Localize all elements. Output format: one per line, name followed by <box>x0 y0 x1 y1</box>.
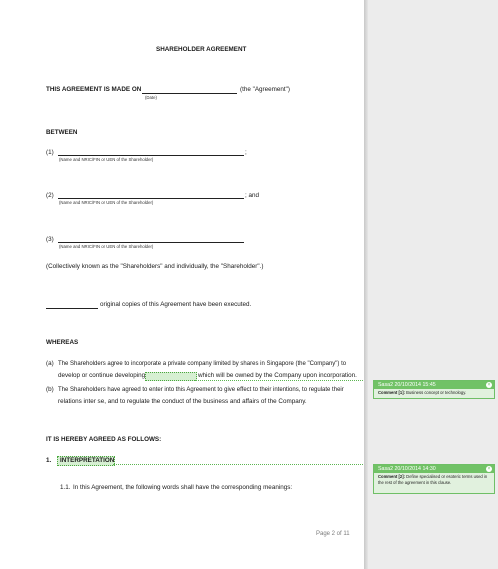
comment-2-connector <box>113 464 373 465</box>
close-icon[interactable]: × <box>487 382 491 388</box>
recital-a-line-1: The Shareholders agree to incorporate a private company limited by shares in Singapore (the "Company") to <box>58 361 347 367</box>
date-hint: (Date) <box>145 95 157 100</box>
party-1-suffix: ; <box>245 149 247 156</box>
copies-blank-line[interactable] <box>46 308 98 309</box>
party-3-number: (3) <box>46 236 54 243</box>
comment-1-anchor-highlight[interactable] <box>145 372 197 381</box>
agreed-label: IT IS HEREBY AGREED AS FOLLOWS: <box>46 436 162 443</box>
comment-1-balloon[interactable] <box>373 380 495 399</box>
clause-1-1-number: 1.1. <box>60 484 71 491</box>
comment-2-balloon[interactable] <box>373 464 495 494</box>
comment-2-text: Define specialised or esoteric terms used in the rest of the agreement in this clause. <box>378 474 488 485</box>
section-1-title: INTERPRETATION <box>60 457 115 464</box>
section-1-number: 1. <box>46 457 52 464</box>
party-3-hint: (Name and NRIC/FIN or UEN of the Shareholder) <box>59 244 154 249</box>
comment-2-header <box>374 465 494 473</box>
recital-a-number: (a) <box>46 360 54 367</box>
comment-1-text: Business concept or technology. <box>406 390 467 395</box>
comment-1-body <box>378 390 491 396</box>
comment-2-author-date: Sasa2 20/10/2014 14:30 <box>378 466 436 472</box>
party-2-suffix: ; and <box>245 192 260 199</box>
party-2-blank-line[interactable] <box>58 198 244 199</box>
party-1-blank-line[interactable] <box>58 155 244 156</box>
party-1-number: (1) <box>46 149 54 156</box>
recital-a-line-2-start: develop or continue developing <box>58 372 146 379</box>
recital-b-number: (b) <box>46 386 54 393</box>
recital-a-line-2-end: which will be owned by the Company upon incorporation. <box>198 372 357 379</box>
party-2-hint: (Name and NRIC/FIN or UEN of the Shareholder) <box>59 200 154 205</box>
date-blank-line[interactable] <box>142 93 237 94</box>
clause-1-1-text: In this Agreement, the following words shall have the corresponding meanings: <box>73 484 293 491</box>
party-1-hint: (Name and NRIC/FIN or UEN of the Shareholder) <box>59 157 154 162</box>
comment-2-ref: Comment [2]: <box>378 474 405 479</box>
comment-1-author-date: Sasa2 20/10/2014 15:45 <box>378 382 436 388</box>
close-icon[interactable]: × <box>487 466 491 472</box>
recital-b-line-2: relations inter se, and to regulate the conduct of the business and affairs of the Company. <box>58 398 307 405</box>
comment-1-connector <box>195 380 373 381</box>
collective-text: (Collectively known as the "Shareholders" and individually, the "Shareholder".) <box>46 263 264 270</box>
made-on-suffix: (the "Agreement") <box>240 86 290 93</box>
comment-2-body <box>378 474 491 485</box>
document-title: SHAREHOLDER AGREEMENT <box>156 46 247 53</box>
between-label: BETWEEN <box>46 129 78 136</box>
comment-1-header <box>374 381 494 389</box>
copies-text: original copies of this Agreement have been executed. <box>100 301 252 308</box>
party-2-number: (2) <box>46 192 54 199</box>
made-on-label: THIS AGREEMENT IS MADE ON <box>46 86 142 93</box>
party-3-blank-line[interactable] <box>58 242 244 243</box>
comment-1-ref: Comment [1]: <box>378 390 405 395</box>
page-number: Page 2 of 11 <box>316 531 350 537</box>
whereas-label: WHEREAS <box>46 339 79 346</box>
recital-b-line-1: The Shareholders have agreed to enter into this Agreement to give effect to their intentions, to regulate their <box>58 387 344 393</box>
